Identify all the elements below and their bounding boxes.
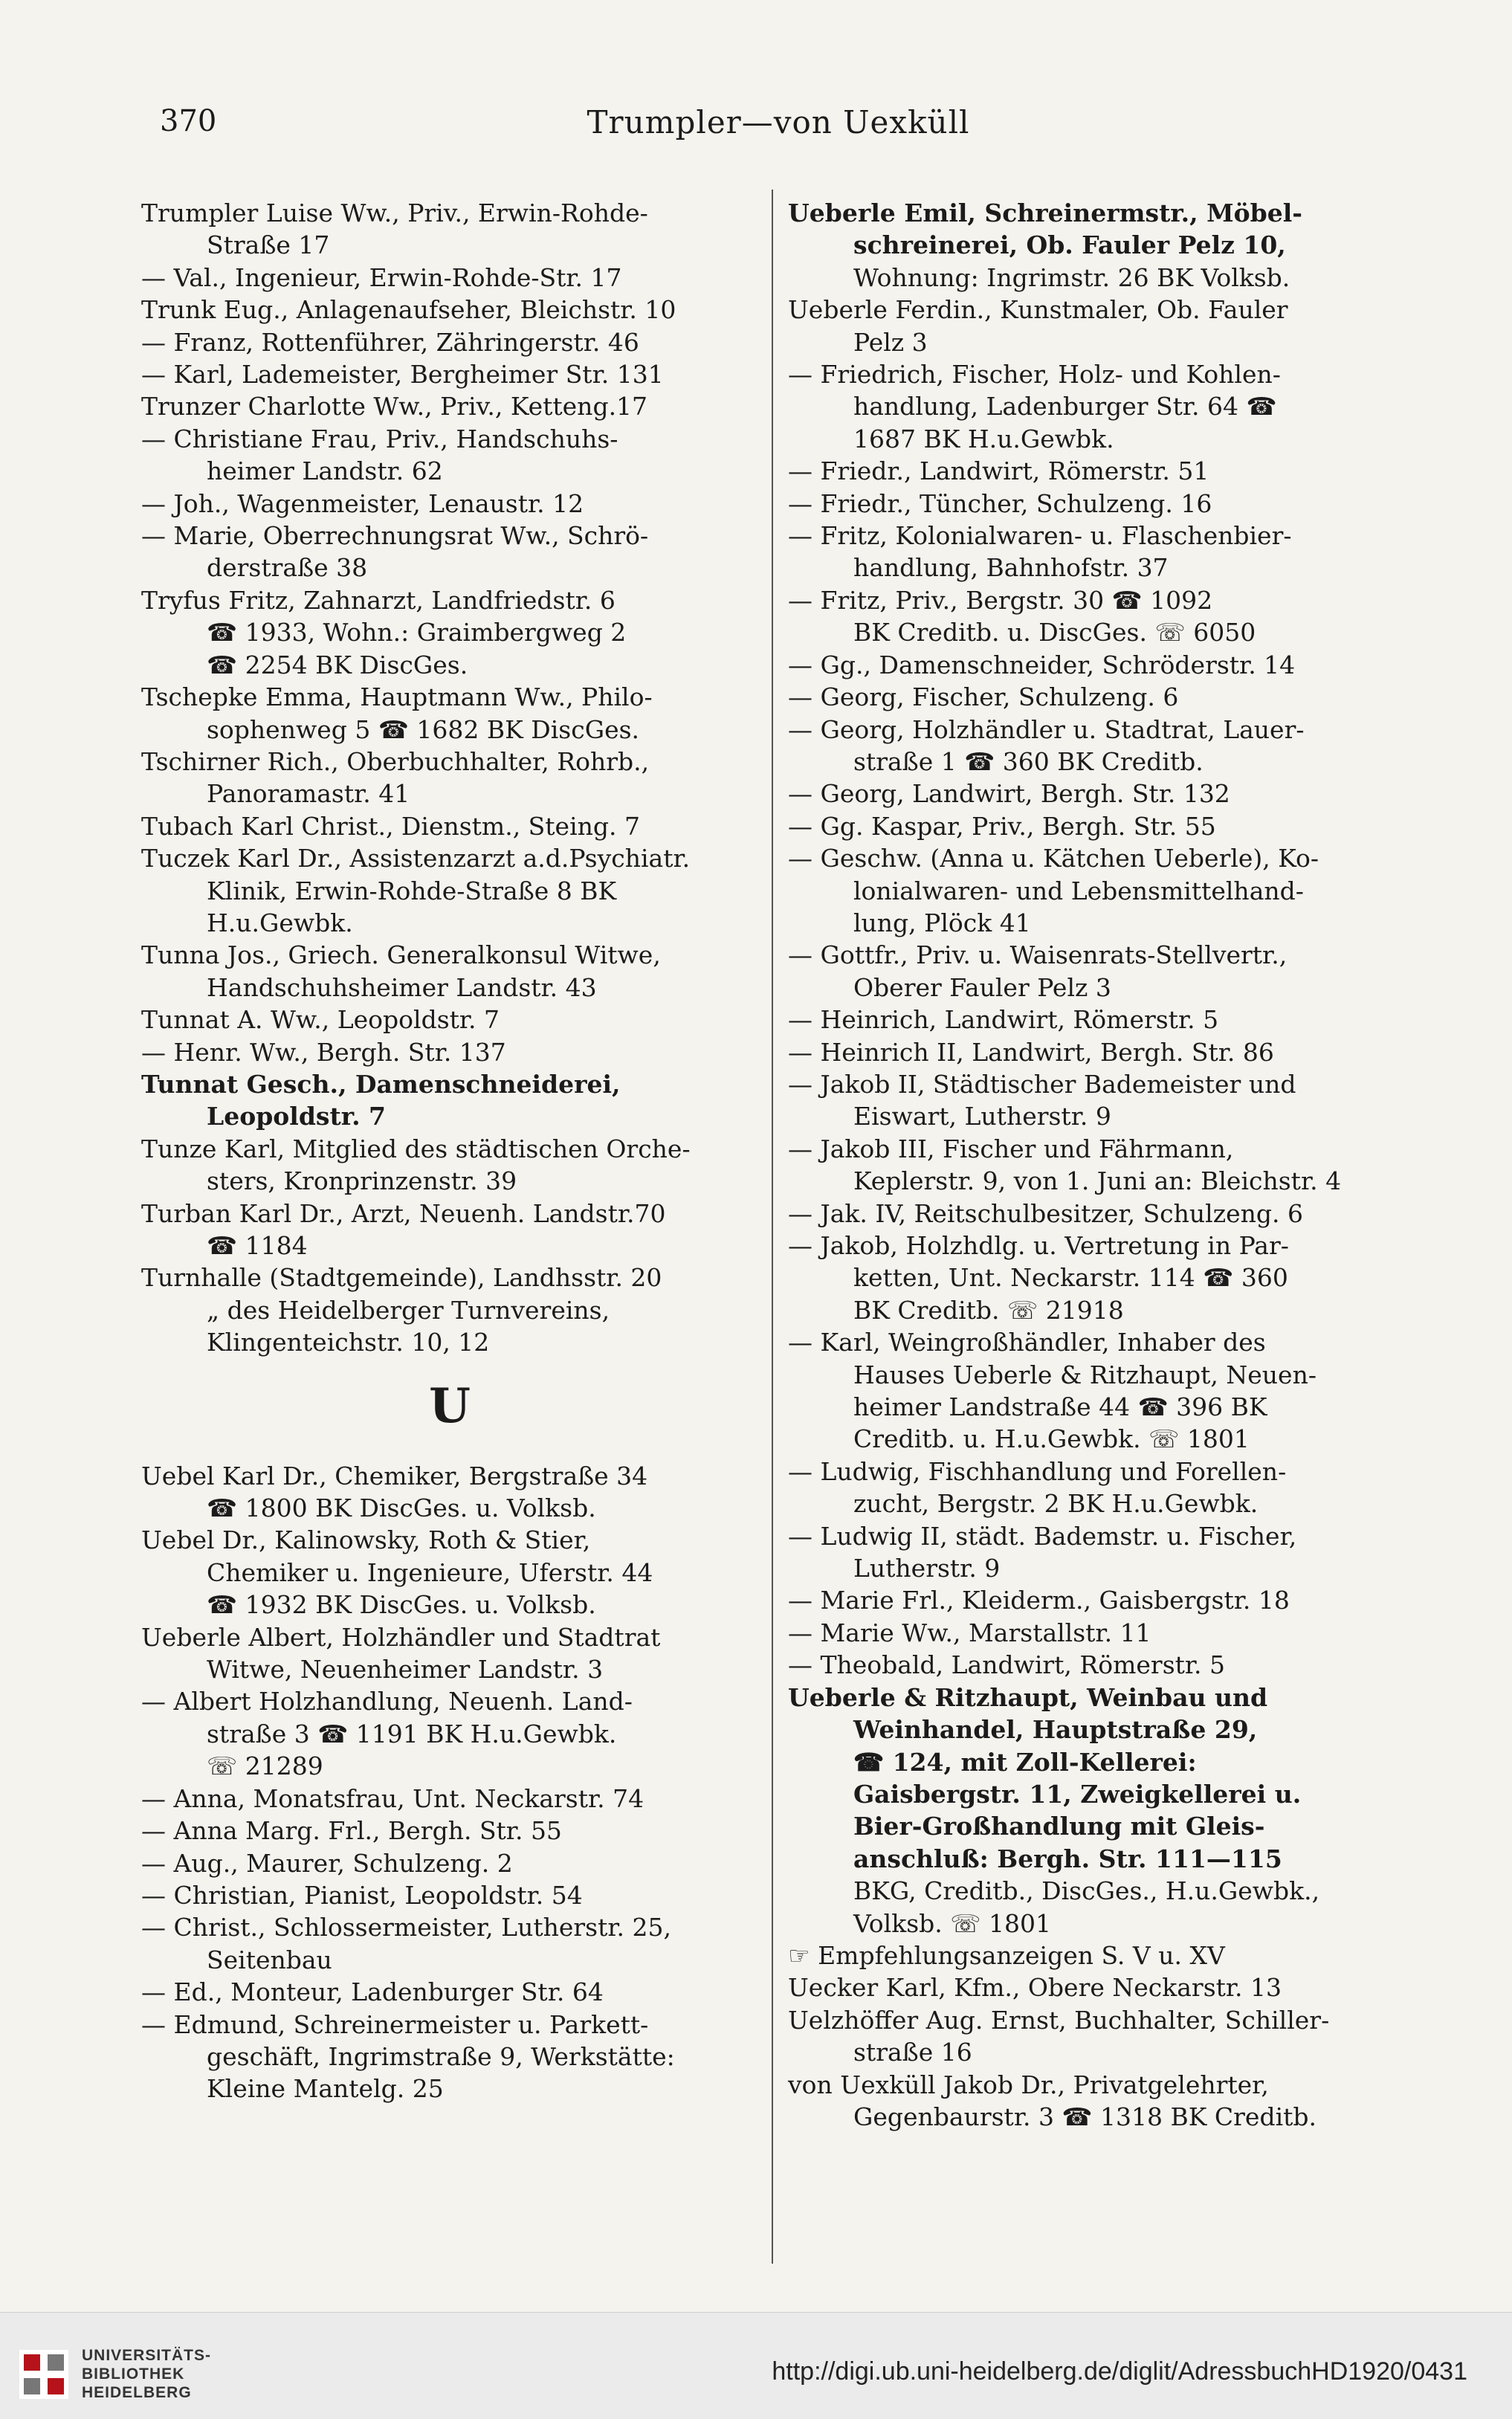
entry-line: Ueberle Ferdin., Kunstmaler, Ob. Fauler <box>788 295 1288 325</box>
entry-line: — Edmund, Schreinermeister u. Parkett- <box>141 2009 649 2039</box>
directory-entry <box>788 1682 1398 1875</box>
directory-entry <box>141 1004 758 1036</box>
library-name-line: HEIDELBERG <box>82 2384 192 2401</box>
entry-line: Ueberle Albert, Holzhändler und Stadtrat <box>141 1622 661 1652</box>
directory-entry <box>788 358 1398 455</box>
entry-line: — Albert Holzhandlung, Neuenh. Land- <box>141 1687 633 1716</box>
entry-continuation: Straße 17 <box>207 230 330 260</box>
entry-continuation: Wohnung: Ingrimstr. 26 BK Volksb. <box>853 262 1290 292</box>
directory-entry <box>788 1875 1398 1940</box>
entry-line: Uebel Karl Dr., Chemiker, Bergstraße 34 <box>141 1461 648 1491</box>
directory-entry <box>141 390 758 422</box>
directory-entry <box>141 1815 758 1847</box>
entry-line: — Heinrich II, Landwirt, Bergh. Str. 86 <box>788 1037 1274 1067</box>
directory-entry <box>788 584 1398 649</box>
entry-line: — Georg, Landwirt, Bergh. Str. 132 <box>788 779 1230 809</box>
directory-entry <box>141 1976 758 2008</box>
entry-line: — Fritz, Kolonialwaren- u. Flaschenbier- <box>788 521 1292 551</box>
entry-continuation: schreinerei, Ob. Fauler Pelz 10, <box>853 230 1286 260</box>
entry-line: — Jak. IV, Reitschulbesitzer, Schulzeng. 6 <box>788 1198 1303 1228</box>
directory-entry <box>788 1520 1398 1585</box>
directory-entry <box>141 1036 758 1068</box>
entry-continuation: Pelz 3 <box>853 327 928 357</box>
directory-entry <box>788 488 1398 520</box>
university-logo-icon <box>19 2350 68 2399</box>
directory-entry <box>141 1879 758 1911</box>
entry-line: Trunzer Charlotte Ww., Priv., Ketteng.17 <box>141 392 648 422</box>
entry-continuation: anschluß: Bergh. Str. 111—115 <box>853 1844 1282 1873</box>
library-name-line: BIBLIOTHEK <box>82 2365 185 2383</box>
entry-line: — Marie Ww., Marstallstr. 11 <box>788 1618 1151 1647</box>
directory-entry <box>788 1326 1398 1456</box>
entry-line: — Christ., Schlossermeister, Lutherstr. 25, <box>141 1913 671 1942</box>
entry-line: — Theobald, Landwirt, Römerstr. 5 <box>788 1650 1226 1680</box>
entry-continuation: sters, Kronprinzenstr. 39 <box>207 1166 517 1196</box>
entry-line: — Marie Frl., Kleiderm., Gaisbergstr. 18 <box>788 1586 1290 1615</box>
entry-line: — Marie, Oberrechnungsrat Ww., Schrö- <box>141 521 649 551</box>
entry-continuation: ketten, Unt. Neckarstr. 114 ☎ 360 <box>853 1263 1288 1293</box>
directory-entry <box>788 262 1398 294</box>
entry-continuation: straße 1 ☎ 360 BK Creditb. <box>853 746 1204 776</box>
entry-line: — Gg., Damenschneider, Schröderstr. 14 <box>788 650 1296 679</box>
directory-entry <box>788 1584 1398 1616</box>
entry-continuation: lonialwaren- und Lebensmittelhand- <box>853 876 1304 905</box>
directory-entry <box>788 1971 1398 2003</box>
entry-line: — Karl, Lademeister, Bergheimer Str. 131 <box>141 360 664 390</box>
directory-entry <box>141 1262 758 1358</box>
entry-continuation: Weinhandel, Hauptstraße 29, <box>853 1715 1258 1745</box>
directory-entry <box>141 842 758 939</box>
entry-continuation: Klingenteichstr. 10, 12 <box>207 1328 490 1357</box>
entry-continuation: Bier-Großhandlung mit Gleis- <box>853 1812 1265 1841</box>
entry-line: Turnhalle (Stadtgemeinde), Landhsstr. 20 <box>141 1263 662 1293</box>
directory-entry <box>788 778 1398 810</box>
directory-entry <box>788 2004 1398 2069</box>
column-divider <box>772 190 773 2264</box>
entry-continuation: Seitenbau <box>207 1945 332 1974</box>
entry-continuation: Kleine Mantelg. 25 <box>207 2074 444 2104</box>
directory-entry <box>788 714 1398 778</box>
entry-continuation: Handschuhsheimer Landstr. 43 <box>207 972 597 1002</box>
entry-continuation: Klinik, Erwin-Rohde-Straße 8 BK <box>207 876 617 905</box>
entry-line: — Friedr., Landwirt, Römerstr. 51 <box>788 456 1209 486</box>
directory-entry <box>788 681 1398 713</box>
entry-line: Ueberle Emil, Schreinermstr., Möbel- <box>788 198 1302 227</box>
viewer-footer <box>0 2312 1512 2419</box>
directory-entry <box>141 1847 758 1879</box>
entry-continuation: ☏ 21289 <box>207 1751 323 1781</box>
directory-entry <box>141 1524 758 1621</box>
entry-line: ☞ Empfehlungsanzeigen S. V u. XV <box>788 1940 1225 1970</box>
directory-entry <box>141 2009 758 2105</box>
entry-line: — Gg. Kaspar, Priv., Bergh. Str. 55 <box>788 811 1216 841</box>
directory-entry <box>141 423 758 488</box>
entry-line: — Ludwig II, städt. Bademstr. u. Fischer, <box>788 1521 1297 1551</box>
entry-line: — Christiane Frau, Priv., Handschuhs- <box>141 424 618 453</box>
directory-entry <box>141 1068 758 1133</box>
entry-continuation: handlung, Ladenburger Str. 64 ☎ <box>853 392 1277 422</box>
entry-line: — Georg, Holzhändler u. Stadtrat, Lauer- <box>788 714 1305 744</box>
entry-line: — Anna Marg. Frl., Bergh. Str. 55 <box>141 1816 562 1846</box>
entry-line: Ueberle & Ritzhaupt, Weinbau und <box>788 1682 1268 1712</box>
directory-entry <box>788 1036 1398 1068</box>
entry-continuation: zucht, Bergstr. 2 BK H.u.Gewbk. <box>853 1489 1259 1519</box>
directory-entry <box>141 1911 758 1976</box>
entry-line: Tuczek Karl Dr., Assistenzarzt a.d.Psychiatr. <box>141 844 691 873</box>
entry-continuation: Lutherstr. 9 <box>853 1554 1001 1583</box>
entry-line: — Henr. Ww., Bergh. Str. 137 <box>141 1037 506 1067</box>
directory-entry <box>141 262 758 294</box>
entry-line: — Karl, Weingroßhändler, Inhaber des <box>788 1328 1266 1357</box>
directory-entry <box>788 649 1398 681</box>
directory-entry <box>788 842 1398 939</box>
directory-entry <box>141 1198 758 1262</box>
directory-entry <box>141 584 758 681</box>
entry-continuation: Gaisbergstr. 11, Zweigkellerei u. <box>853 1779 1302 1809</box>
entry-continuation: Leopoldstr. 7 <box>207 1102 387 1131</box>
directory-entry <box>141 746 758 810</box>
directory-entry <box>141 681 758 746</box>
directory-entry <box>141 1621 758 1686</box>
entry-line: Tubach Karl Christ., Dienstm., Steing. 7 <box>141 811 640 841</box>
directory-entry <box>141 1783 758 1815</box>
entry-line: — Heinrich, Landwirt, Römerstr. 5 <box>788 1005 1219 1035</box>
directory-entry <box>788 810 1398 842</box>
entry-line: — Jakob, Holzhdlg. u. Vertretung in Par- <box>788 1231 1289 1260</box>
entry-continuation: ☎ 2254 BK DiscGes. <box>207 650 468 679</box>
entry-continuation: straße 16 <box>853 2038 972 2067</box>
entry-line: Tunnat A. Ww., Leopoldstr. 7 <box>141 1005 500 1035</box>
entry-continuation: Creditb. u. H.u.Gewbk. ☏ 1801 <box>853 1424 1250 1454</box>
entry-line: — Anna, Monatsfrau, Unt. Neckarstr. 74 <box>141 1783 644 1813</box>
entry-line: — Jakob II, Städtischer Bademeister und <box>788 1069 1296 1099</box>
entry-line: — Franz, Rottenführer, Zähringerstr. 46 <box>141 327 639 357</box>
entry-continuation: Chemiker u. Ingenieure, Uferstr. 44 <box>207 1557 653 1587</box>
entry-continuation: Eiswart, Lutherstr. 9 <box>853 1102 1111 1131</box>
entry-continuation: BKG, Creditb., DiscGes., H.u.Gewbk., <box>853 1876 1320 1906</box>
directory-entry <box>788 1068 1398 1133</box>
directory-entry <box>788 520 1398 584</box>
library-name-line: UNIVERSITÄTS- <box>82 2347 212 2364</box>
entry-continuation: sophenweg 5 ☎ 1682 BK DiscGes. <box>207 714 640 744</box>
directory-entry <box>141 294 758 326</box>
entry-continuation: heimer Landstraße 44 ☎ 396 BK <box>853 1392 1267 1422</box>
directory-entry <box>788 1004 1398 1036</box>
entry-line: — Gottfr., Priv. u. Waisenrats-Stellvertr., <box>788 940 1288 970</box>
entry-continuation: 1687 BK H.u.Gewbk. <box>853 424 1114 453</box>
entry-continuation: ☎ 1184 <box>207 1231 308 1260</box>
entry-line: Trumpler Luise Ww., Priv., Erwin-Rohde- <box>141 198 648 227</box>
entry-continuation: ☎ 1933, Wohn.: Graimbergweg 2 <box>207 618 627 647</box>
entry-continuation: Witwe, Neuenheimer Landstr. 3 <box>207 1655 604 1685</box>
entry-line: — Joh., Wagenmeister, Lenaustr. 12 <box>141 488 584 518</box>
directory-entry <box>788 1133 1398 1198</box>
entry-line: — Val., Ingenieur, Erwin-Rohde-Str. 17 <box>141 262 622 292</box>
directory-entry <box>141 326 758 358</box>
entry-line: — Friedr., Tüncher, Schulzeng. 16 <box>788 488 1212 518</box>
entry-continuation: ☎ 1800 BK DiscGes. u. Volksb. <box>207 1493 596 1523</box>
directory-entry <box>788 1456 1398 1520</box>
directory-entry <box>788 1617 1398 1649</box>
entry-line: — Geschw. (Anna u. Kätchen Ueberle), Ko- <box>788 844 1319 873</box>
entry-continuation: „ des Heidelberger Turnvereins, <box>207 1295 610 1325</box>
entry-line: — Ed., Monteur, Ladenburger Str. 64 <box>141 1977 604 2007</box>
entry-continuation: Oberer Fauler Pelz 3 <box>853 972 1111 1002</box>
directory-entry <box>141 810 758 842</box>
entry-line: Tryfus Fritz, Zahnarzt, Landfriedstr. 6 <box>141 585 616 615</box>
entry-line: Uelzhöffer Aug. Ernst, Buchhalter, Schiller- <box>788 2005 1330 2035</box>
entry-continuation: Hauses Ueberle & Ritzhaupt, Neuen- <box>853 1360 1316 1389</box>
entry-continuation: heimer Landstr. 62 <box>207 456 443 486</box>
entry-line: Tunna Jos., Griech. Generalkonsul Witwe, <box>141 940 661 970</box>
directory-entry <box>788 1940 1398 1971</box>
entry-line: Tunnat Gesch., Damenschneiderei, <box>141 1069 621 1099</box>
entry-line: — Ludwig, Fischhandlung und Forellen- <box>788 1456 1287 1486</box>
entry-continuation: Gegenbaurstr. 3 ☎ 1318 BK Creditb. <box>853 2102 1317 2131</box>
entry-line: Turban Karl Dr., Arzt, Neuenh. Landstr.70 <box>141 1198 666 1228</box>
entry-continuation: handlung, Bahnhofstr. 37 <box>853 553 1169 583</box>
running-title: Trumpler—von Uexküll <box>587 104 970 141</box>
directory-entry <box>141 358 758 390</box>
entry-continuation: H.u.Gewbk. <box>207 908 353 937</box>
entry-continuation: ☎ 124, mit Zoll-Kellerei: <box>853 1747 1197 1777</box>
directory-entry <box>788 939 1398 1004</box>
entry-continuation: Panoramastr. 41 <box>207 779 410 809</box>
page-number: 370 <box>160 104 217 138</box>
directory-entry <box>788 197 1398 262</box>
directory-entry <box>141 939 758 1004</box>
library-name <box>82 2346 211 2402</box>
entry-line: — Fritz, Priv., Bergstr. 30 ☎ 1092 <box>788 585 1213 615</box>
directory-entry <box>788 294 1398 358</box>
entry-line: Uebel Dr., Kalinowsky, Roth & Stier, <box>141 1525 591 1555</box>
directory-entry <box>788 455 1398 487</box>
entry-continuation: ☎ 1932 BK DiscGes. u. Volksb. <box>207 1590 596 1620</box>
entry-line: — Christian, Pianist, Leopoldstr. 54 <box>141 1880 583 1910</box>
entry-line: — Jakob III, Fischer und Fährmann, <box>788 1134 1234 1163</box>
directory-entry <box>788 1198 1398 1230</box>
directory-entry <box>788 1230 1398 1326</box>
directory-entry <box>141 1133 758 1198</box>
entry-continuation: BK Creditb. ☏ 21918 <box>853 1295 1124 1325</box>
entry-continuation: Keplerstr. 9, von 1. Juni an: Bleichstr. 4 <box>853 1166 1342 1196</box>
entry-continuation: BK Creditb. u. DiscGes. ☏ 6050 <box>853 618 1256 647</box>
section-letter: U <box>429 1378 471 1434</box>
entry-line: Tschirner Rich., Oberbuchhalter, Rohrb., <box>141 746 650 776</box>
entry-line: Uecker Karl, Kfm., Obere Neckarstr. 13 <box>788 1973 1282 2003</box>
entry-line: — Friedrich, Fischer, Holz- und Kohlen- <box>788 360 1281 390</box>
entry-line: — Georg, Fischer, Schulzeng. 6 <box>788 682 1179 712</box>
page-header <box>160 104 1397 156</box>
entry-line: Tunze Karl, Mitglied des städtischen Orche- <box>141 1134 691 1163</box>
entry-continuation: geschäft, Ingrimstraße 9, Werkstätte: <box>207 2041 675 2071</box>
left-column <box>141 197 758 2105</box>
entry-line: — Aug., Maurer, Schulzeng. 2 <box>141 1848 513 1878</box>
entry-continuation: straße 3 ☎ 1191 BK H.u.Gewbk. <box>207 1719 617 1748</box>
directory-entry <box>141 520 758 584</box>
entry-line: Trunk Eug., Anlagenaufseher, Bleichstr. 10 <box>141 295 676 325</box>
permalink-url[interactable]: http://digi.ub.uni-heidelberg.de/diglit/AdressbuchHD1920/0431 <box>772 2357 1467 2386</box>
directory-entry <box>141 197 758 262</box>
entry-line: von Uexküll Jakob Dr., Privatgelehrter, <box>788 2070 1269 2099</box>
entry-continuation: derstraße 38 <box>207 553 368 583</box>
directory-entry <box>141 1685 758 1782</box>
directory-entry <box>788 1649 1398 1681</box>
entry-line: Tschepke Emma, Hauptmann Ww., Philo- <box>141 682 653 712</box>
directory-entry <box>788 2069 1398 2134</box>
directory-entry <box>141 488 758 520</box>
entry-continuation: lung, Plöck 41 <box>853 908 1031 937</box>
right-column <box>788 197 1398 2133</box>
entry-continuation: Volksb. ☏ 1801 <box>853 1908 1051 1938</box>
directory-entry <box>141 1460 758 1525</box>
